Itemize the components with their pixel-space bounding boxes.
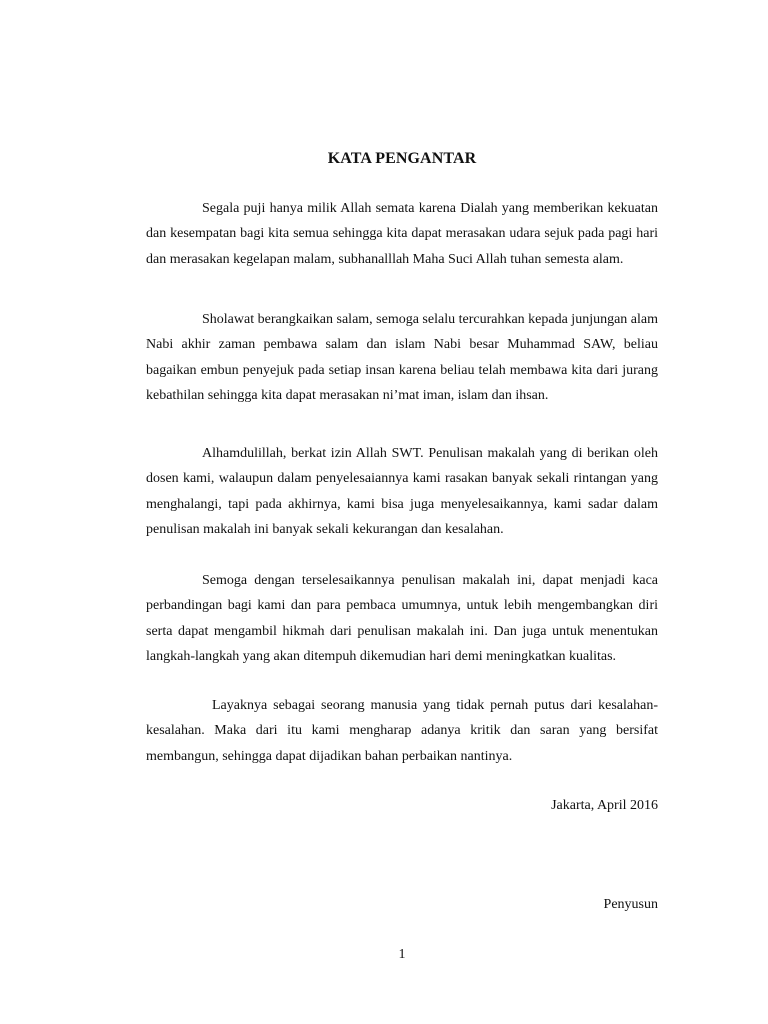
paragraph-sholawat: Sholawat berangkaikan salam, semoga selalu tercurahkan kepada junjungan alam Nabi akhir zaman pembawa salam dan islam Nabi besar Muhammad SAW, beliau bagaikan embun penyejuk pada setiap insan karena beliau telah membawa kita dari jurang kebathilan sehingga kita dapat merasakan ni’mat iman, islam dan ihsan.	[146, 312, 658, 403]
paragraph-hope: Semoga dengan terselesaikannya penulisan makalah ini, dapat menjadi kaca perbandingan bagi kami dan para pembaca umumnya, untuk lebih mengembangkan diri serta dapat mengambil hikmah dari penulisan makalah ini. Dan juga untuk menentukan langkah-langkah yang akan ditempuh dikemudian hari demi meningkatkan kualitas.	[146, 573, 658, 664]
page-title: KATA PENGANTAR	[327, 150, 477, 167]
paragraph-alhamdulillah: Alhamdulillah, berkat izin Allah SWT. Penulisan makalah yang di berikan oleh dosen kami, walaupun dalam penyelesaiannya kami rasakan banyak sekali rintangan yang menghalangi, tapi pada akhirnya, kami bisa juga menyelesaikannya, kami sadar dalam penulisan makalah ini banyak sekali kekurangan dan kesalahan.	[146, 446, 658, 537]
paragraph-closing: Layaknya sebagai seorang manusia yang tidak pernah putus dari kesalahan-kesalahan. Maka dari itu kami mengharap adanya kritik dan saran yang bersifat membangun, sehingga dapat dijadikan bahan perbaikan nantinya.	[146, 698, 658, 764]
place-date: Jakarta, April 2016	[551, 798, 658, 813]
page-number: 1	[398, 947, 406, 962]
signer-label: Penyusun	[603, 897, 658, 912]
paragraph-opening-praise: Segala puji hanya milik Allah semata karena Dialah yang memberikan kekuatan dan kesempatan bagi kita semua sehingga kita dapat merasakan udara sejuk pada pagi hari dan merasakan kegelapan malam, subhanalllah Maha Suci Allah tuhan semesta alam.	[146, 201, 658, 267]
